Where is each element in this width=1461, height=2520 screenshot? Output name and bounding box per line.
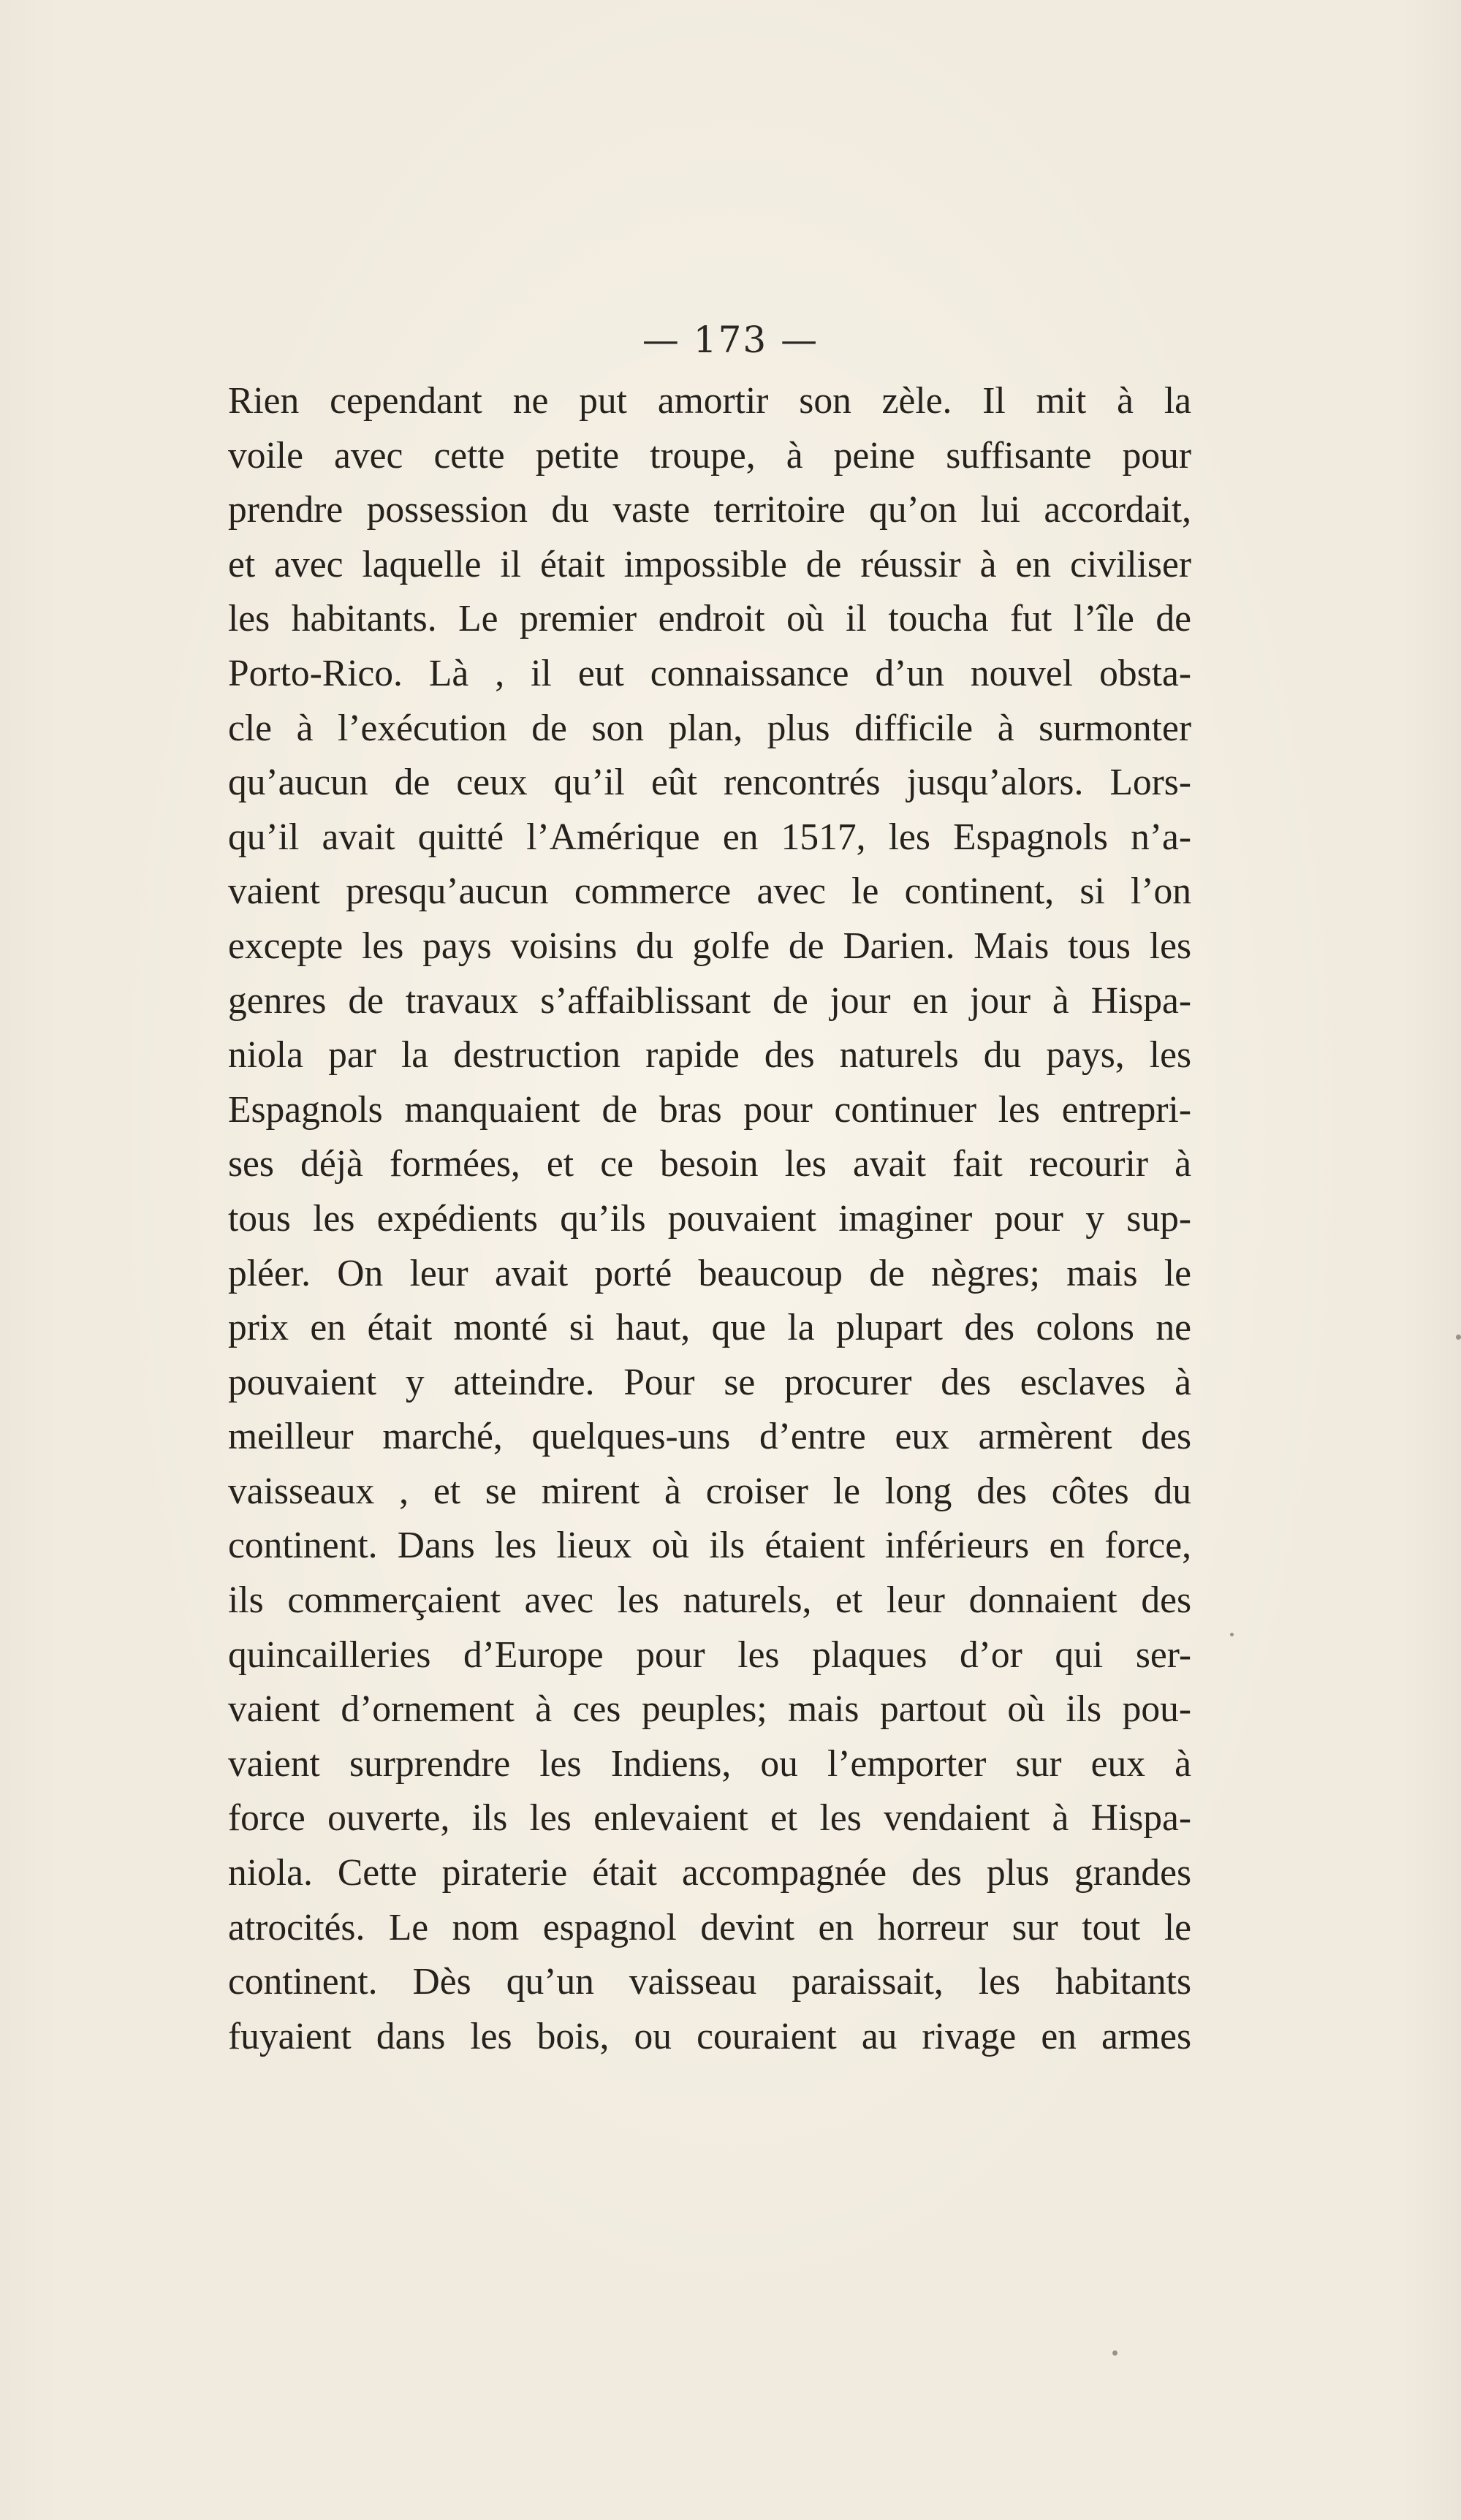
text-line: vaient surprendre les Indiens, ou l’emporter sur eux à	[228, 1742, 1191, 1785]
paper-speck	[1112, 2350, 1117, 2356]
text-line: meilleur marché, quelques-uns d’entre eux armèrent des	[228, 1416, 1191, 1458]
text-line: fuyaient dans les bois, ou couraient au rivage en armes	[228, 2015, 1191, 2057]
text-line: force ouverte, ils les enlevaient et les vendaient à Hispa-	[228, 1797, 1191, 1840]
body-text	[228, 374, 1191, 2064]
text-line: ils commerçaient avec les naturels, et leur donnaient des	[228, 1579, 1191, 1622]
text-line: niola. Cette piraterie était accompagnée des plus grandes	[228, 1852, 1191, 1894]
text-line: prendre possession du vaste territoire qu’on lui accordait,	[228, 489, 1191, 531]
paper-speck	[1456, 1335, 1461, 1340]
text-line: qu’il avait quitté l’Amérique en 1517, les Espagnols n’a-	[228, 816, 1191, 858]
text-line: vaient d’ornement à ces peuples; mais partout où ils pou-	[228, 1688, 1191, 1731]
text-line: niola par la destruction rapide des naturels du pays, les	[228, 1034, 1191, 1077]
text-line: continent. Dans les lieux où ils étaient inférieurs en force,	[228, 1525, 1191, 1567]
text-line: Rien cependant ne put amortir son zèle. Il mit à la	[228, 380, 1191, 422]
text-line: Espagnols manquaient de bras pour continuer les entrepri-	[228, 1088, 1191, 1131]
text-line: quincailleries d’Europe pour les plaques d’or qui ser-	[228, 1633, 1191, 1676]
text-line: atrocités. Le nom espagnol devint en horreur sur tout le	[228, 1906, 1191, 1948]
text-line: pouvaient y atteindre. Pour se procurer des esclaves à	[228, 1361, 1191, 1403]
text-line: vaient presqu’aucun commerce avec le continent, si l’on	[228, 870, 1191, 913]
text-line: ses déjà formées, et ce besoin les avait fait recourir à	[228, 1143, 1191, 1185]
text-line: qu’aucun de ceux qu’il eût rencontrés jusqu’alors. Lors-	[228, 762, 1191, 804]
text-line: genres de travaux s’affaiblissant de jour en jour à Hispa-	[228, 979, 1191, 1022]
text-line: vaisseaux , et se mirent à croiser le long des côtes du	[228, 1470, 1191, 1512]
text-line: continent. Dès qu’un vaisseau paraissait, les habitants	[228, 1961, 1191, 2003]
page-number: — 173 —	[642, 319, 819, 361]
text-line: excepte les pays voisins du golfe de Darien. Mais tous les	[228, 925, 1191, 967]
text-line: et avec laquelle il était impossible de réussir à en civiliser	[228, 543, 1191, 585]
text-line: les habitants. Le premier endroit où il toucha fut l’île de	[228, 598, 1191, 640]
paper-speck	[1230, 1633, 1234, 1636]
text-line: voile avec cette petite troupe, à peine suffisante pour	[228, 434, 1191, 477]
text-line: tous les expédients qu’ils pouvaient imaginer pour y sup-	[228, 1197, 1191, 1240]
text-line: prix en était monté si haut, que la plupart des colons ne	[228, 1307, 1191, 1349]
text-line: pléer. On leur avait porté beaucoup de nègres; mais le	[228, 1252, 1191, 1294]
text-line: cle à l’exécution de son plan, plus difficile à surmonter	[228, 707, 1191, 749]
text-line: Porto-Rico. Là , il eut connaissance d’un nouvel obsta-	[228, 652, 1191, 694]
